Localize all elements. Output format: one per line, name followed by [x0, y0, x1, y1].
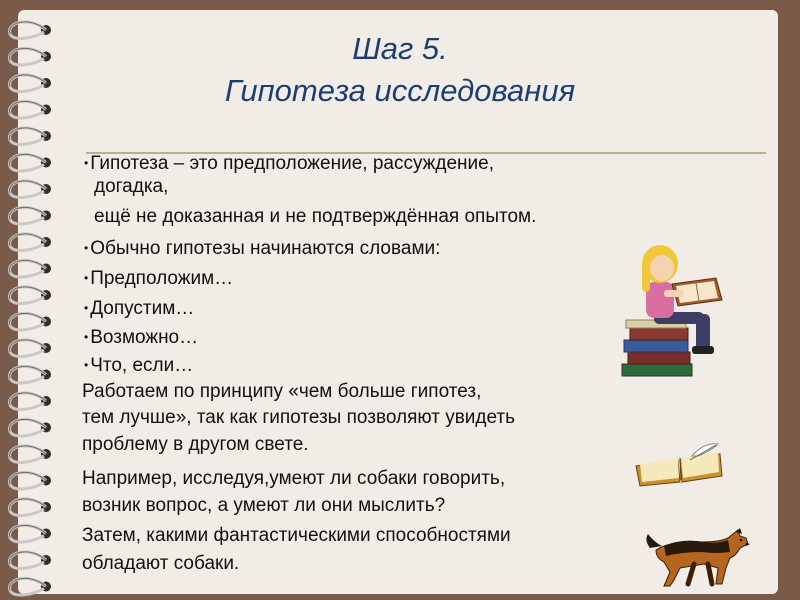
bullet-continuation: догадка,: [94, 176, 169, 197]
paragraph-line: Затем, какими фантастическими способностями: [82, 525, 511, 546]
spiral-ring-shadow: [10, 234, 46, 246]
spiral-ring-shadow: [10, 525, 46, 537]
paragraph-line: Например, исследуя,умеют ли собаки говорить,: [82, 468, 506, 489]
spiral-ring-shadow: [10, 207, 46, 219]
paragraph-line: Работаем по принципу «чем больше гипотез,: [82, 381, 482, 402]
paragraph-line: тем лучше», так как гипотезы позволяют увидеть: [82, 407, 516, 428]
paragraph-line: возник вопрос, а умеют ли они мыслить?: [82, 495, 446, 516]
spiral-ring-shadow: [10, 260, 46, 272]
spiral-ring-shadow: [10, 181, 46, 193]
title-line-2: Гипотеза исследования: [224, 73, 576, 108]
spiral-binding: [0, 0, 60, 600]
spiral-ring-shadow: [10, 22, 46, 34]
bullet-item: • Обычно гипотезы начинаются словами:: [84, 238, 441, 259]
title-line-1: Шаг 5.: [352, 31, 448, 66]
bullet-continuation: ещё не доказанная и не подтверждённая опытом.: [94, 206, 537, 227]
bullet-item: • Что, если…: [84, 355, 194, 376]
spiral-ring-shadow: [10, 340, 46, 352]
spiral-ring-shadow: [10, 419, 46, 431]
girl-reading-on-books-icon: [612, 244, 732, 384]
slide-title: [60, 28, 740, 112]
spiral-ring-shadow: [10, 366, 46, 378]
spiral-ring-shadow: [10, 472, 46, 484]
spiral-ring-shadow: [10, 48, 46, 60]
spiral-ring-shadow: [10, 313, 46, 325]
german-shepherd-dog-icon: [642, 528, 752, 590]
spiral-ring-shadow: [10, 287, 46, 299]
spiral-ring-shadow: [10, 499, 46, 511]
bullet-item: • Предположим…: [84, 268, 234, 289]
spiral-ring-shadow: [10, 446, 46, 458]
spiral-ring-shadow: [10, 75, 46, 87]
spiral-ring-shadow: [10, 393, 46, 405]
spiral-ring-shadow: [10, 552, 46, 564]
spiral-ring-shadow: [10, 128, 46, 140]
spiral-ring-shadow: [10, 101, 46, 113]
bullet-item: • Возможно…: [84, 327, 199, 348]
spiral-ring-shadow: [10, 154, 46, 166]
bullet-item: • Гипотеза – это предположение, рассуждение,: [84, 153, 494, 174]
bullet-item: • Допустим…: [84, 298, 195, 319]
open-book-with-quill-icon: [632, 440, 726, 490]
paragraph-line: обладают собаки.: [82, 553, 240, 574]
paragraph-line: проблему в другом свете.: [82, 434, 309, 455]
spiral-ring-shadow: [10, 578, 46, 590]
